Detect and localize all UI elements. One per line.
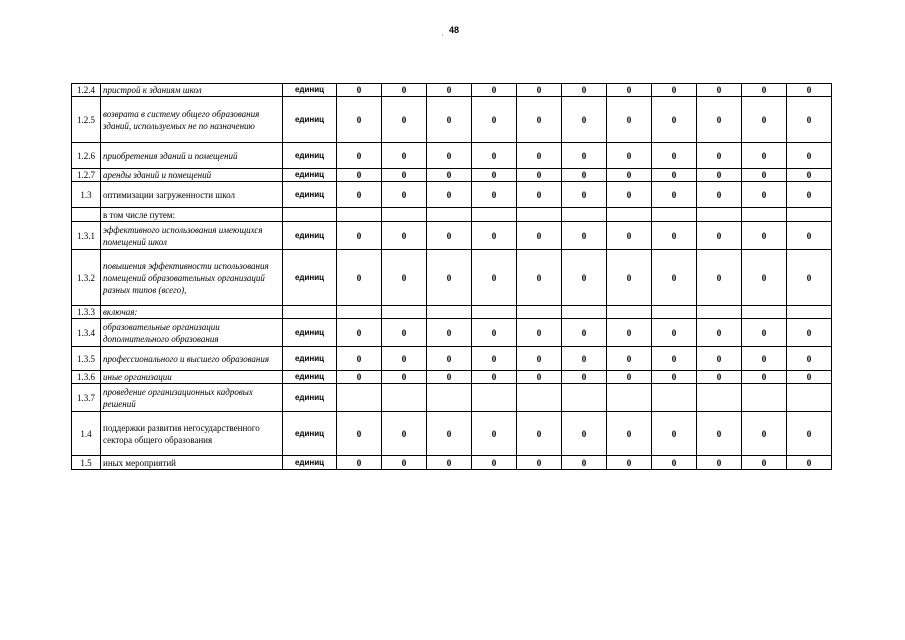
row-name: профессионального и высшего образования xyxy=(101,347,283,371)
row-value: 0 xyxy=(517,319,562,347)
row-value: 0 xyxy=(607,347,652,371)
row-value: 0 xyxy=(652,169,697,182)
row-value: 0 xyxy=(562,347,607,371)
row-value: 0 xyxy=(652,250,697,306)
row-value: 0 xyxy=(652,412,697,456)
row-unit xyxy=(283,208,337,222)
row-value xyxy=(787,208,832,222)
row-value: 0 xyxy=(472,169,517,182)
row-value: 0 xyxy=(697,347,742,371)
row-value: 0 xyxy=(337,412,382,456)
row-value xyxy=(337,306,382,319)
row-name: эффективного использования имеющихся помещений школ xyxy=(101,222,283,250)
row-value: 0 xyxy=(517,412,562,456)
row-value: 0 xyxy=(562,169,607,182)
row-value: 0 xyxy=(517,250,562,306)
row-value xyxy=(427,208,472,222)
row-name: возврата в систему общего образования зданий, используемых не по назначению xyxy=(101,97,283,143)
row-value: 0 xyxy=(742,250,787,306)
table-row xyxy=(72,306,832,319)
row-value: 0 xyxy=(427,412,472,456)
table-row xyxy=(72,250,832,306)
row-value: 0 xyxy=(562,143,607,169)
row-value xyxy=(517,306,562,319)
row-value: 0 xyxy=(652,319,697,347)
row-value: 0 xyxy=(697,250,742,306)
row-value xyxy=(607,306,652,319)
row-name: повышения эффективности использования помещений образовательных организаций разных типов (всего), xyxy=(101,250,283,306)
row-value: 0 xyxy=(697,456,742,470)
row-value: 0 xyxy=(337,250,382,306)
row-value: 0 xyxy=(652,143,697,169)
row-value: 0 xyxy=(562,222,607,250)
row-value xyxy=(427,306,472,319)
row-value: 0 xyxy=(427,169,472,182)
row-value: 0 xyxy=(427,347,472,371)
table-row xyxy=(72,182,832,208)
row-value: 0 xyxy=(472,319,517,347)
row-value xyxy=(742,306,787,319)
row-value: 0 xyxy=(337,84,382,97)
row-value: 0 xyxy=(562,97,607,143)
row-name: поддержки развития негосударственного сектора общего образования xyxy=(101,412,283,456)
row-value xyxy=(652,306,697,319)
row-value: 0 xyxy=(472,371,517,384)
row-value: 0 xyxy=(742,143,787,169)
row-value: 0 xyxy=(787,412,832,456)
row-value: 0 xyxy=(697,84,742,97)
row-unit: единиц xyxy=(283,319,337,347)
table-row xyxy=(72,371,832,384)
row-value xyxy=(337,384,382,412)
row-value: 0 xyxy=(607,456,652,470)
row-value: 0 xyxy=(517,182,562,208)
row-value: 0 xyxy=(562,182,607,208)
table-row xyxy=(72,222,832,250)
row-value: 0 xyxy=(697,222,742,250)
row-value: 0 xyxy=(697,143,742,169)
row-value: 0 xyxy=(472,143,517,169)
row-value: 0 xyxy=(607,143,652,169)
row-name: в том числе путем: xyxy=(101,208,283,222)
table-row xyxy=(72,319,832,347)
row-code: 1.3.7 xyxy=(72,384,101,412)
row-value: 0 xyxy=(607,250,652,306)
row-value: 0 xyxy=(652,84,697,97)
table-row xyxy=(72,456,832,470)
row-unit: единиц xyxy=(283,169,337,182)
row-code: 1.4 xyxy=(72,412,101,456)
row-value xyxy=(517,384,562,412)
row-value: 0 xyxy=(472,222,517,250)
table-row xyxy=(72,84,832,97)
row-value: 0 xyxy=(562,456,607,470)
table-row xyxy=(72,208,832,222)
row-value: 0 xyxy=(607,169,652,182)
row-value: 0 xyxy=(517,371,562,384)
table-row xyxy=(72,169,832,182)
row-unit: единиц xyxy=(283,222,337,250)
row-value xyxy=(472,208,517,222)
row-name: аренды зданий и помещений xyxy=(101,169,283,182)
table-row xyxy=(72,143,832,169)
row-code: 1.2.7 xyxy=(72,169,101,182)
row-value: 0 xyxy=(472,84,517,97)
row-value: 0 xyxy=(787,143,832,169)
row-value: 0 xyxy=(562,319,607,347)
row-value: 0 xyxy=(652,371,697,384)
row-value: 0 xyxy=(787,182,832,208)
row-value: 0 xyxy=(652,97,697,143)
row-value: 0 xyxy=(742,97,787,143)
row-unit: единиц xyxy=(283,384,337,412)
row-unit: единиц xyxy=(283,456,337,470)
row-value: 0 xyxy=(382,84,427,97)
row-value: 0 xyxy=(607,97,652,143)
row-unit: единиц xyxy=(283,250,337,306)
row-value: 0 xyxy=(607,182,652,208)
row-value xyxy=(652,208,697,222)
row-value: 0 xyxy=(427,97,472,143)
row-value: 0 xyxy=(742,412,787,456)
row-value xyxy=(382,306,427,319)
row-value: 0 xyxy=(607,371,652,384)
row-code: 1.2.5 xyxy=(72,97,101,143)
row-value: 0 xyxy=(382,97,427,143)
row-value: 0 xyxy=(607,222,652,250)
row-name: проведение организационных кадровых решений xyxy=(101,384,283,412)
row-code: 1.2.4 xyxy=(72,84,101,97)
row-name: иных мероприятий xyxy=(101,456,283,470)
row-value: 0 xyxy=(382,347,427,371)
row-value: 0 xyxy=(472,347,517,371)
row-value xyxy=(472,306,517,319)
row-value: 0 xyxy=(562,250,607,306)
row-value xyxy=(742,208,787,222)
row-value: 0 xyxy=(652,222,697,250)
row-value: 0 xyxy=(427,319,472,347)
row-code: 1.3.3 xyxy=(72,306,101,319)
row-name: приобретения зданий и помещений xyxy=(101,143,283,169)
row-value: 0 xyxy=(697,169,742,182)
row-value: 0 xyxy=(607,412,652,456)
row-value xyxy=(382,208,427,222)
row-unit: единиц xyxy=(283,412,337,456)
row-value xyxy=(697,384,742,412)
row-value xyxy=(787,306,832,319)
row-value xyxy=(652,384,697,412)
row-value: 0 xyxy=(382,143,427,169)
row-code: 1.5 xyxy=(72,456,101,470)
page-mark: , xyxy=(442,31,444,37)
row-value: 0 xyxy=(652,182,697,208)
row-value: 0 xyxy=(427,250,472,306)
row-code xyxy=(72,208,101,222)
row-value: 0 xyxy=(427,371,472,384)
row-value: 0 xyxy=(742,456,787,470)
row-value xyxy=(697,306,742,319)
row-value: 0 xyxy=(427,222,472,250)
row-value xyxy=(742,384,787,412)
row-code: 1.3.6 xyxy=(72,371,101,384)
row-value: 0 xyxy=(697,319,742,347)
row-value: 0 xyxy=(742,347,787,371)
row-value: 0 xyxy=(337,222,382,250)
row-value: 0 xyxy=(787,319,832,347)
row-value: 0 xyxy=(382,319,427,347)
row-value: 0 xyxy=(517,143,562,169)
row-code: 1.3.1 xyxy=(72,222,101,250)
row-value: 0 xyxy=(427,182,472,208)
row-value: 0 xyxy=(337,456,382,470)
row-value: 0 xyxy=(652,456,697,470)
row-value xyxy=(427,384,472,412)
row-value: 0 xyxy=(562,412,607,456)
row-value: 0 xyxy=(787,347,832,371)
row-value: 0 xyxy=(382,412,427,456)
row-value: 0 xyxy=(742,84,787,97)
row-value: 0 xyxy=(742,371,787,384)
row-value: 0 xyxy=(517,169,562,182)
table-row xyxy=(72,384,832,412)
row-value: 0 xyxy=(382,182,427,208)
row-value xyxy=(787,384,832,412)
row-value: 0 xyxy=(472,97,517,143)
row-value: 0 xyxy=(697,371,742,384)
row-value: 0 xyxy=(427,456,472,470)
row-unit: единиц xyxy=(283,347,337,371)
row-value: 0 xyxy=(472,182,517,208)
row-value: 0 xyxy=(337,371,382,384)
row-value xyxy=(697,208,742,222)
table-row xyxy=(72,347,832,371)
row-value: 0 xyxy=(787,371,832,384)
row-value: 0 xyxy=(517,97,562,143)
row-value: 0 xyxy=(427,84,472,97)
row-value: 0 xyxy=(652,347,697,371)
row-name: оптимизации загруженности школ xyxy=(101,182,283,208)
row-value: 0 xyxy=(337,319,382,347)
row-value: 0 xyxy=(607,319,652,347)
row-value: 0 xyxy=(427,143,472,169)
row-unit: единиц xyxy=(283,143,337,169)
row-unit: единиц xyxy=(283,371,337,384)
row-value: 0 xyxy=(337,182,382,208)
row-value xyxy=(382,384,427,412)
row-unit: единиц xyxy=(283,97,337,143)
row-value: 0 xyxy=(787,97,832,143)
row-value: 0 xyxy=(337,169,382,182)
row-value: 0 xyxy=(472,412,517,456)
row-value: 0 xyxy=(607,84,652,97)
row-value: 0 xyxy=(742,222,787,250)
row-unit: единиц xyxy=(283,84,337,97)
row-value xyxy=(562,306,607,319)
row-code: 1.2.6 xyxy=(72,143,101,169)
row-value: 0 xyxy=(382,169,427,182)
row-value xyxy=(607,208,652,222)
row-value xyxy=(607,384,652,412)
row-value xyxy=(472,384,517,412)
row-value: 0 xyxy=(787,456,832,470)
row-value: 0 xyxy=(742,319,787,347)
row-value: 0 xyxy=(382,222,427,250)
row-value: 0 xyxy=(337,347,382,371)
row-name: образовательные организации дополнительного образования xyxy=(101,319,283,347)
row-value: 0 xyxy=(517,347,562,371)
row-value: 0 xyxy=(562,371,607,384)
row-name: пристрой к зданиям школ xyxy=(101,84,283,97)
row-value: 0 xyxy=(382,250,427,306)
indicators-table xyxy=(71,83,832,470)
row-value: 0 xyxy=(787,84,832,97)
row-value: 0 xyxy=(382,371,427,384)
row-value: 0 xyxy=(787,250,832,306)
row-value: 0 xyxy=(697,182,742,208)
row-value: 0 xyxy=(697,97,742,143)
row-value: 0 xyxy=(337,143,382,169)
row-value: 0 xyxy=(337,97,382,143)
row-code: 1.3 xyxy=(72,182,101,208)
page-number: 48 xyxy=(449,25,460,35)
row-value: 0 xyxy=(382,456,427,470)
row-code: 1.3.2 xyxy=(72,250,101,306)
row-code: 1.3.4 xyxy=(72,319,101,347)
row-value: 0 xyxy=(472,250,517,306)
table-row xyxy=(72,412,832,456)
row-value xyxy=(562,208,607,222)
row-value: 0 xyxy=(517,84,562,97)
row-value: 0 xyxy=(742,182,787,208)
row-value xyxy=(562,384,607,412)
row-unit: единиц xyxy=(283,182,337,208)
row-code: 1.3.5 xyxy=(72,347,101,371)
row-value: 0 xyxy=(787,169,832,182)
row-name: включая: xyxy=(101,306,283,319)
row-value: 0 xyxy=(517,222,562,250)
row-value: 0 xyxy=(472,456,517,470)
row-value: 0 xyxy=(562,84,607,97)
row-name: иные организации xyxy=(101,371,283,384)
row-value: 0 xyxy=(697,412,742,456)
row-value: 0 xyxy=(787,222,832,250)
row-unit xyxy=(283,306,337,319)
table-row xyxy=(72,97,832,143)
row-value xyxy=(517,208,562,222)
row-value: 0 xyxy=(517,456,562,470)
row-value: 0 xyxy=(742,169,787,182)
row-value xyxy=(337,208,382,222)
